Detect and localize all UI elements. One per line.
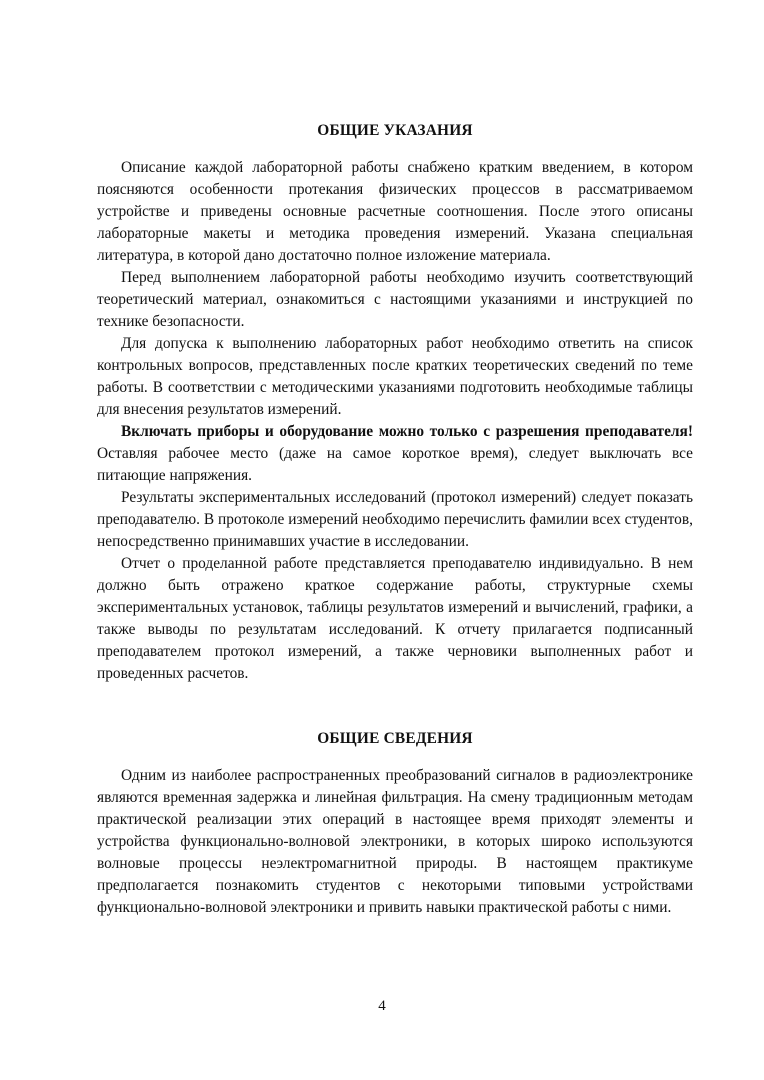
section-general-information [97,728,693,919]
paragraph: Одним из наиболее распространенных преобразований сигналов в радиоэлектронике являются временная задержка и линейная фильтрация. На смену традиционным методам практической реализации этих операций в настоящее время приходят элементы и устройства функционально-волновой электроники, в которых широко используются волновые процессы неэлектромагнитной природы. В настоящем практикуме предполагается познакомить студентов с некоторыми типовыми устройствами функционально-волновой электроники и привить навыки практической работы с ними. [97,767,693,916]
paragraph: Описание каждой лабораторной работы снабжено кратким введением, в котором поясняются особенности протекания физических процессов в рассматриваемом устройстве и приведены основные расчетные соотношения. После этого описаны лабораторные макеты и методика проведения измерений. Указана специальная литература, в которой дано достаточно полное изложение материала. [97,159,693,264]
section-title: ОБЩИЕ СВЕДЕНИЯ [317,730,473,747]
section-general-instructions [97,120,693,685]
paragraph: Перед выполнением лабораторной работы необходимо изучить соответствующий теоретический материал, ознакомиться с настоящими указаниями и инструкцией по технике безопасности. [97,269,693,330]
safety-warning: Включать приборы и оборудование можно только с разрешения преподавателя! [121,423,693,440]
paragraph-text: Оставляя рабочее место (даже на самое короткое время), следует выключать все питающие напряжения. [97,445,693,484]
paragraph-safety [97,421,693,487]
paragraph: Результаты экспериментальных исследований (протокол измерений) следует показать преподавателю. В протоколе измерений необходимо перечислить фамилии всех студентов, непосредственно принимавших участие в исследовании. [97,489,693,550]
page-number: 4 [378,998,386,1014]
paragraph: Для допуска к выполнению лабораторных работ необходимо ответить на список контрольных вопросов, представленных после кратких теоретических сведений по теме работы. В соответствии с методическими указаниями подготовить необходимые таблицы для внесения результатов измерений. [97,335,693,418]
section-title: ОБЩИЕ УКАЗАНИЯ [317,122,473,139]
paragraph: Отчет о проделанной работе представляется преподавателю индивидуально. В нем должно быть отражено краткое содержание работы, структурные схемы экспериментальных установок, таблицы результатов измерений и вычислений, графики, а также выводы по результатам исследований. К отчету прилагается подписанный преподавателем протокол измерений, а также черновики выполненных работ и проведенных расчетов. [97,555,693,682]
